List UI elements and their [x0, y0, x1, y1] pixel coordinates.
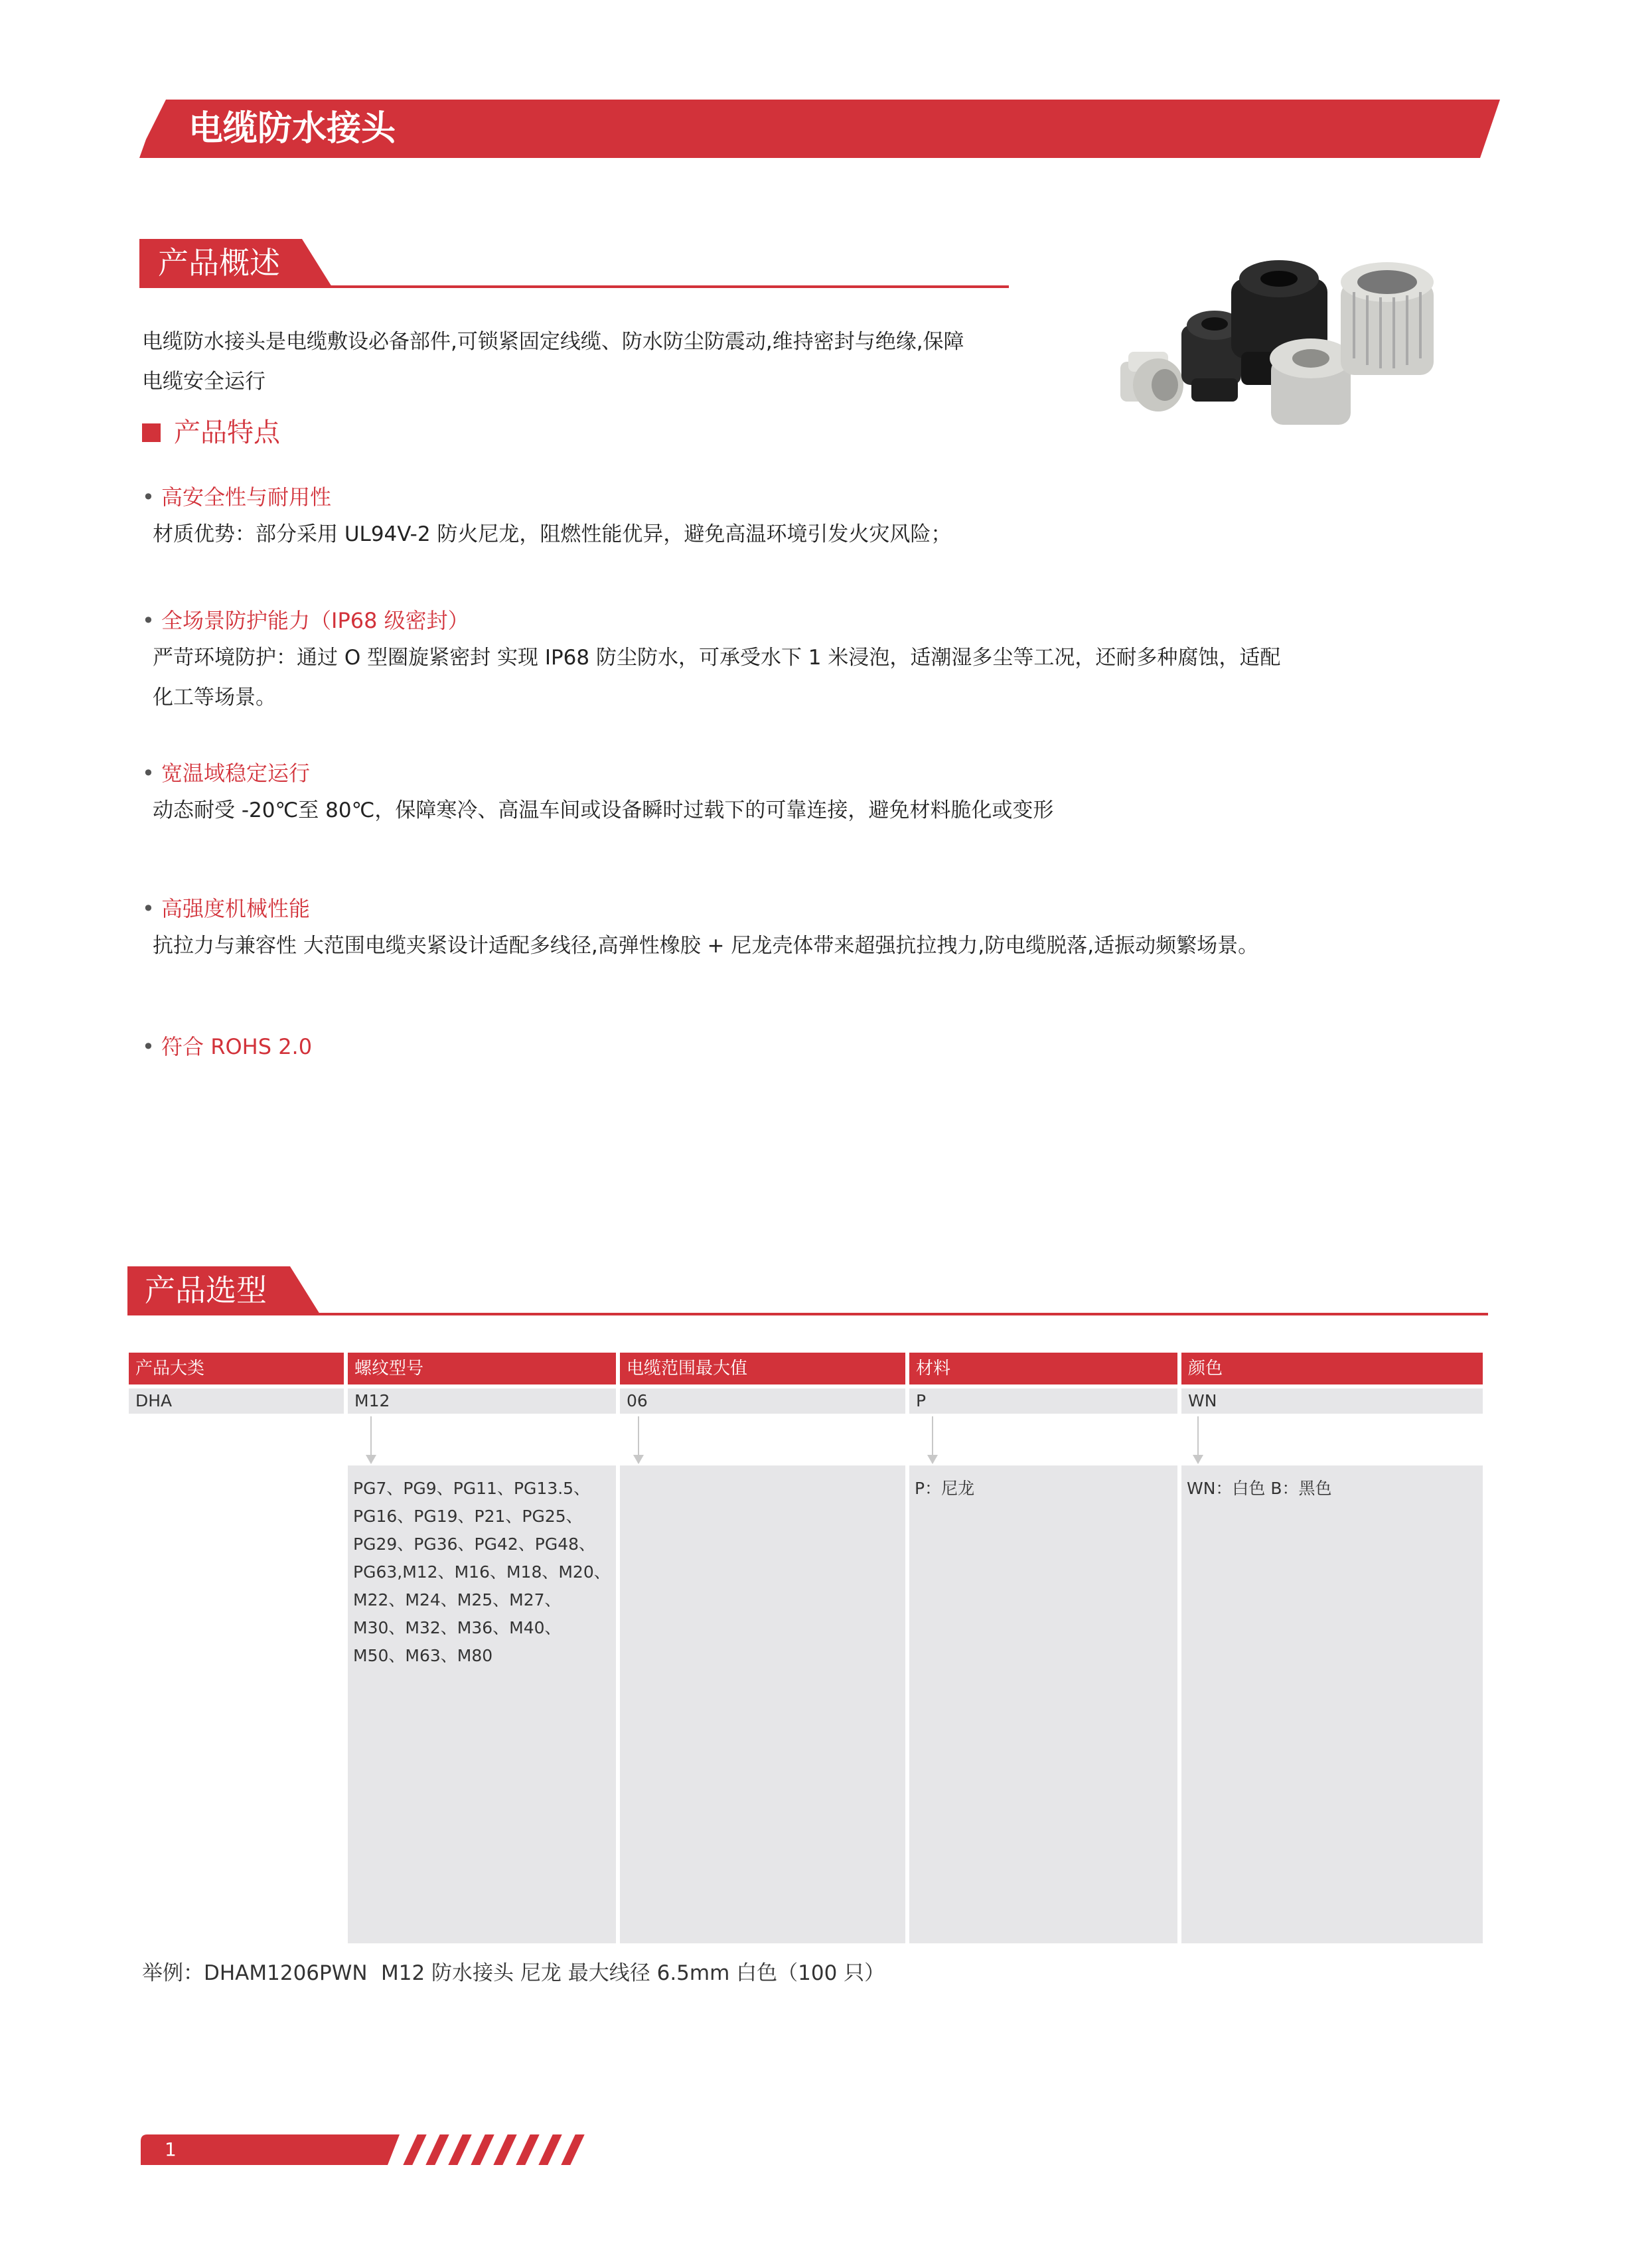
feature-desc-1: 材质优势：部分采用 UL94V-2 防火尼龙，阻燃性能优异，避免高温环境引发火灾风险；	[153, 522, 952, 546]
thread-option-line: M50、M63、M80	[353, 1646, 493, 1665]
feature-desc-4: 抗拉力与兼容性 大范围电缆夹紧设计适配多线径,高弹性橡胶 + 尼龙壳体带来超强抗拉拽力,防电缆脱落,适振动频繁场景。	[153, 934, 1259, 958]
slash-decoration	[471, 2134, 494, 2165]
overview-underline	[139, 285, 1009, 288]
thread-option-line: PG63,M12、M16、M18、M20、	[353, 1562, 611, 1582]
col-header-color: 颜色	[1181, 1353, 1483, 1384]
col-header-cable-range: 电缆范围最大值	[620, 1353, 905, 1384]
thread-option-line: PG16、PG19、P21、PG25、	[353, 1507, 583, 1526]
arrow-head-color	[1193, 1455, 1203, 1464]
title-banner	[139, 100, 1500, 158]
arrow-line-material	[932, 1416, 933, 1457]
slash-decoration	[493, 2134, 516, 2165]
slash-decoration	[561, 2134, 584, 2165]
thread-option-line: M30、M32、M36、M40、	[353, 1618, 562, 1637]
page-number: 1	[165, 2138, 177, 2160]
col-value-color: WN	[1181, 1388, 1483, 1414]
feature-desc-3: 动态耐受 -20℃至 80℃，保障寒冷、高温车间或设备瞬时过载下的可靠连接，避免材料脆化或变形	[153, 798, 1054, 822]
feature-desc-2: 严苛环境防护：通过 O 型圈旋紧密封 实现 IP68 防尘防水，可承受水下 1 米浸泡，适潮湿多尘等工况，还耐多种腐蚀，适配	[153, 646, 1281, 670]
overview-section-header	[139, 239, 1009, 292]
feature-title-1: • 高安全性与耐用性	[142, 481, 331, 511]
arrow-head-material	[927, 1455, 938, 1464]
arrow-head-thread	[366, 1455, 376, 1464]
selection-heading: 产品选型	[145, 1272, 267, 1308]
arrow-line-color	[1197, 1416, 1199, 1457]
feature-desc-2b: 化工等场景。	[153, 686, 276, 710]
cable-range-options-box	[620, 1465, 905, 1943]
thread-option-line: PG7、PG9、PG11、PG13.5、	[353, 1479, 591, 1498]
arrow-head-cable-range	[633, 1455, 644, 1464]
square-bullet-icon	[142, 423, 161, 442]
overview-text-line1: 电缆防水接头是电缆敷设必备部件,可锁紧固定线缆、防水防尘防震动,维持密封与绝缘,保障	[142, 330, 964, 354]
overview-text-line2: 电缆安全运行	[142, 370, 265, 394]
arrow-line-thread	[370, 1416, 372, 1457]
color-options-box	[1181, 1465, 1483, 1943]
selection-section-header	[127, 1266, 1488, 1319]
col-value-category: DHA	[129, 1388, 344, 1414]
example-label: 举例：DHAM1206PWN	[142, 1961, 368, 1985]
slash-decoration	[516, 2134, 539, 2165]
col-header-category: 产品大类	[129, 1353, 344, 1384]
slash-decoration	[538, 2134, 562, 2165]
col-header-material: 材料	[909, 1353, 1177, 1384]
thread-option-line: PG29、PG36、PG42、PG48、	[353, 1534, 596, 1554]
thread-option-line: M22、M24、M25、M27、	[353, 1590, 562, 1609]
col-header-thread: 螺纹型号	[348, 1353, 616, 1384]
footer-slashes	[410, 2134, 583, 2165]
footer-page-tab	[141, 2134, 400, 2165]
feature-title-4: • 高强度机械性能	[142, 892, 310, 923]
product-image	[1108, 252, 1480, 445]
color-option-line: WN：白色 B：黑色	[1187, 1479, 1332, 1498]
slash-decoration	[425, 2134, 449, 2165]
slash-decoration	[403, 2134, 426, 2165]
example-description: M12 防水接头 尼龙 最大线径 6.5mm 白色（100 只）	[381, 1961, 885, 1985]
slash-decoration	[448, 2134, 471, 2165]
col-value-material: P	[909, 1388, 1177, 1414]
feature-title-3: • 宽温域稳定运行	[142, 757, 310, 787]
cable-gland-illustration	[1108, 252, 1480, 445]
material-options-box	[909, 1465, 1177, 1943]
footer-tab-shape	[141, 2134, 400, 2165]
col-value-cable-range: 06	[620, 1388, 905, 1414]
features-heading: 产品特点	[174, 417, 280, 448]
thread-options-box	[348, 1465, 616, 1943]
page-title: 电缆防水接头	[188, 109, 396, 149]
feature-title-5: • 符合 ROHS 2.0	[142, 1030, 312, 1061]
arrow-line-cable-range	[638, 1416, 639, 1457]
feature-title-2: • 全场景防护能力（IP68 级密封）	[142, 604, 469, 635]
selection-underline	[127, 1313, 1488, 1315]
overview-heading: 产品概述	[158, 245, 280, 281]
col-value-thread: M12	[348, 1388, 616, 1414]
material-option-line: P：尼龙	[915, 1479, 975, 1498]
